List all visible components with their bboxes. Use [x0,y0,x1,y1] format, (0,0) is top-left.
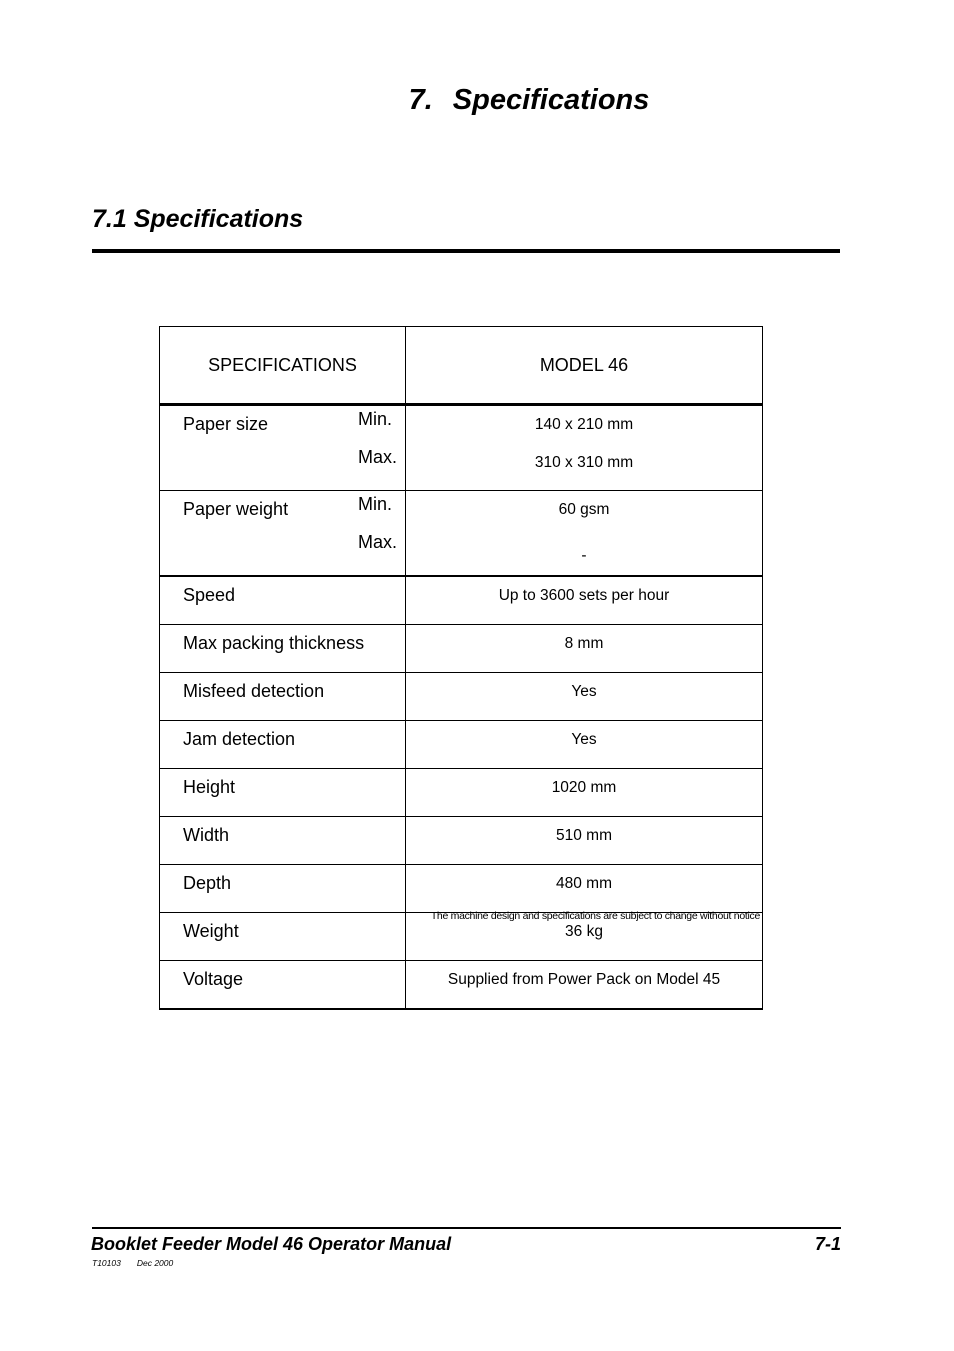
section-title: 7.1 Specifications [92,205,304,233]
footer-meta [92,1258,189,1268]
row-value: Yes [406,721,763,769]
row-value: Up to 3600 sets per hour [406,576,763,625]
table-header-row [160,327,763,405]
paper-weight-label-cell [160,491,406,577]
table-row [160,769,763,817]
row-label: Speed [160,576,406,625]
row-label: Width [160,817,406,865]
table-row-paper-weight [160,491,763,577]
footer-doc-code: T10103 [92,1258,121,1268]
paper-weight-label: Paper weight [183,499,289,519]
chapter-number: 7. [408,84,433,116]
spec-table [159,326,763,1010]
row-label: Max packing thickness [160,625,406,673]
section-divider [92,249,840,253]
table-row [160,625,763,673]
row-label: Jam detection [160,721,406,769]
table-row [160,673,763,721]
row-value: 510 mm [406,817,763,865]
paper-size-label-cell [160,405,406,491]
chapter-title [0,84,954,117]
paper-weight-max-label: Max. [357,532,397,552]
row-label: Height [160,769,406,817]
row-value: 8 mm [406,625,763,673]
row-label: Misfeed detection [160,673,406,721]
paper-weight-min-value: 60 gsm [558,501,610,518]
table-row [160,961,763,1010]
header-specifications: SPECIFICATIONS [160,327,406,405]
paper-size-min-value: 140 x 210 mm [534,416,634,433]
table-row [160,865,763,913]
row-value: Supplied from Power Pack on Model 45 [406,961,763,1010]
paper-size-min-label: Min. [357,409,392,429]
paper-weight-min-label: Min. [357,494,392,514]
row-label: Weight [160,913,406,961]
footer-divider [92,1227,841,1229]
footer-manual-title: Booklet Feeder Model 46 Operator Manual [91,1234,452,1254]
paper-size-max-value: 310 x 310 mm [534,454,634,471]
row-value: 480 mm [406,865,763,913]
table-row [160,817,763,865]
row-label: Voltage [160,961,406,1010]
paper-size-value-cell [406,405,763,491]
row-value: Yes [406,673,763,721]
header-model: MODEL 46 [406,327,763,405]
disclaimer-note: The machine design and specifications are subject to change without notice [430,910,760,922]
footer-date: Dec 2000 [136,1258,174,1268]
paper-weight-max-value: - [581,547,587,564]
table-row [160,576,763,625]
paper-weight-value-cell [406,491,763,577]
table-row [160,721,763,769]
row-value: 36 kg [406,913,763,961]
chapter-title-text: Specifications [452,84,650,116]
footer-page-number: 7-1 [814,1234,841,1254]
paper-size-max-label: Max. [357,447,397,467]
paper-size-label: Paper size [183,414,269,434]
row-label: Depth [160,865,406,913]
table-row-paper-size [160,405,763,491]
row-value: 1020 mm [406,769,763,817]
